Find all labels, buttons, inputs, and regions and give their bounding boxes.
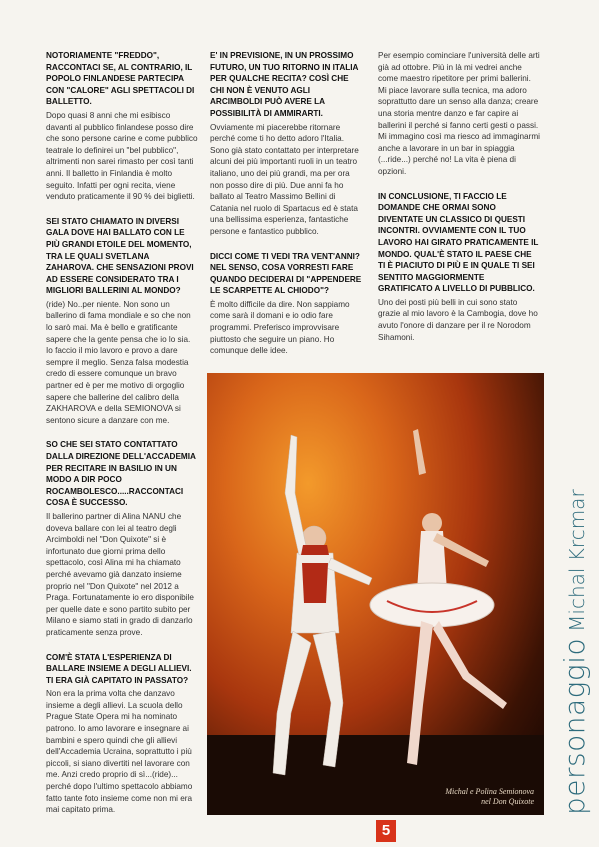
section-title	[558, 489, 591, 815]
qa-block	[210, 50, 363, 238]
qa-block	[46, 216, 198, 427]
interview-question: SEI STATO CHIAMATO IN DIVERSI GALA DOVE HAI BALLATO CON LE PIÙ GRANDI ETOILE DEL MOMENTO, TRA LE QUALI SVETLANA ZAHAROVA. CHE SENSAZIONI PROVI AD ESSERE CONSIDERATO TRA I MIGLIORI BALLERINI AL MONDO?	[46, 216, 194, 296]
page-number: 5	[376, 820, 396, 842]
interview-answer: Il ballerino partner di Alina NANU che doveva ballare con lei al teatro degli Arcimboldi nel "Don Quixote" si è infortunato due giorni prima dello spettacolo, così Alina mi ha chiamato perché avevamo già danzato insieme proprio nel "Don Quixote" nel 2012 a Praga. Fortunatamente io ero disponibile per quelle date e sono partito subito per Milano e siamo stati in grado di danzarlo praticamente senza prove.	[46, 511, 194, 637]
dancers-illustration	[207, 373, 544, 815]
interview-answer: Ovviamente mi piacerebbe ritornare perché come ti ho detto adoro l'Italia. Sono già stato contattato per interpretare alcuni dei più importanti ruoli in un teatro italiano, uno dei più grandi, ma per ora non posso dire di più. Due anni fa ho ballato al Teatro Massimo Bellini di Catania nel ruolo di Spartacus ed è stata una bellissima esperienza, fantastiche persone e fantastico pubblico.	[210, 122, 359, 236]
section-sidebar	[553, 489, 593, 815]
interview-answer: Uno dei posti più belli in cui sono stato grazie al mio lavoro è la Cambogia, dove ho avuto l'onore di danzare per il re Norodom Sihamoni.	[378, 297, 538, 342]
article-column-1	[46, 50, 198, 829]
interview-answer: Dopo quasi 8 anni che mi esibisco davanti al pubblico finlandese posso dire che sono persone carine e come pubblico teatrale lo definirei un "bel pubblico", altrimenti non sarei rimasto per così tanti anni. Il balletto in Finlandia è molto seguito. Infatti per ogni recita, viene venduto praticamente il 90 % dei biglietti.	[46, 110, 198, 202]
interview-question: DICCI COME TI VEDI TRA VENT'ANNI? NEL SENSO, COSA VORRESTI FARE QUANDO DECIDERAI DI "APPENDERE LE SCARPETTE AL CHIODO"?	[210, 251, 362, 296]
interview-question: SO CHE SEI STATO CONTATTATO DALLA DIREZIONE DELL'ACCADEMIA PER RECITARE IN BASILIO IN UN MODO A DIR POCO ROCAMBOLESCO.....RACCONTACI COSA È SUCCESSO.	[46, 440, 196, 508]
qa-block	[378, 50, 541, 178]
article-column-2	[210, 50, 363, 370]
section-label: personaggio	[558, 637, 591, 815]
interview-answer: Per esempio cominciare l'università delle arti già ad ottobre. Più in là mi vedrei anche come maestro ripetitore per primi ballerini. Mi piace lavorare sulla tecnica, ma adoro soprattutto dare un senso alla danza; creare una storia mentre danzo e far capire ai ballerini il perché si fanno certi gesti o passi. Mi immagino così ma riesco ad immaginarmi anche a lavorare in un bar in spiaggia (...ride...) perché no! La vita è piena di opzioni.	[378, 51, 540, 176]
qa-block	[378, 191, 541, 344]
interview-question: COM'È STATA L'ESPERIENZA DI BALLARE INSIEME A DEGLI ALLIEVI. TI ERA GIÀ CAPITATO IN PASSATO?	[46, 652, 192, 685]
interview-answer: È molto difficile da dire. Non sappiamo come sarà il domani e io odio fare programmi. Preferisco improvvisare piuttosto che seguire un piano. Ho comunque delle idee.	[210, 299, 350, 356]
caption-line-1: Michal e Polina Semionova	[445, 787, 534, 796]
qa-block	[210, 251, 363, 357]
photo-caption	[445, 787, 534, 807]
qa-block	[46, 439, 198, 638]
interview-question: NOTORIAMENTE "FREDDO", RACCONTACI SE, AL CONTRARIO, IL POPOLO FINLANDESE PARTECIPA CON "CALORE" AGLI SPETTACOLI DI BALLETTO.	[46, 51, 195, 107]
interview-question: E' IN PREVISIONE, IN UN PROSSIMO FUTURO, UN TUO RITORNO IN ITALIA PER QUALCHE RECITA? COSÌ CHE CHI NON È VENUTO AGLI ARCIMBOLDI PUÒ AVERE LA POSSIBILITÀ DI AMMIRARTI.	[210, 51, 359, 118]
qa-block	[46, 652, 198, 816]
interview-answer: Non era la prima volta che danzavo insieme a degli allievi. La scuola dello Prague State Opera mi ha nominato patrono. Io amo lavorare e insegnare ai bambini e spero quindi che gli allievi dell'Accademia Ucraina, soprattutto i più piccoli, si siano divertiti nel lavorare con me. Anzi credo proprio di sì...(ride)... perché dopo l'ultimo spettacolo abbiamo fatto tante foto insieme come non mi era mai capitato prima.	[46, 689, 193, 815]
interview-question: IN CONCLUSIONE, TI FACCIO LE DOMANDE CHE ORMAI SONO DIVENTATE UN CLASSICO DI QUESTI INCONTRI. OVVIAMENTE CON IL TUO LAVORO HAI GIRATO PRATICAMENTE IL MONDO. QUAL'È STATO IL PAESE CHE TI È PIACIUTO DI PIÙ E IN QUALE TI SEI SENTITO MAGGIORMENTE GRATIFICATO A LIVELLO DI PUBBLICO.	[378, 191, 539, 294]
interview-answer: (ride) No..per niente. Non sono un ballerino di fama mondiale e so che non lo sarò mai. Ma è bello e gratificante sapere che la gente pensa che io lo sia. Io faccio il mio lavoro e provo a dare sempre il meglio. Senza falsa modestia credo di essere comunque un bravo partner ed è per me motivo di orgoglio sapere che ballerine del calibro della ZAKHAROVA e della SEMIONOVA si sentono sicure a danzare con me.	[46, 299, 191, 425]
qa-block	[46, 50, 198, 203]
ballet-photo	[207, 373, 544, 815]
caption-line-2: nel Don Quixote	[481, 797, 534, 806]
subject-name: Michal Krcmar	[565, 489, 589, 632]
article-column-3	[378, 50, 541, 356]
